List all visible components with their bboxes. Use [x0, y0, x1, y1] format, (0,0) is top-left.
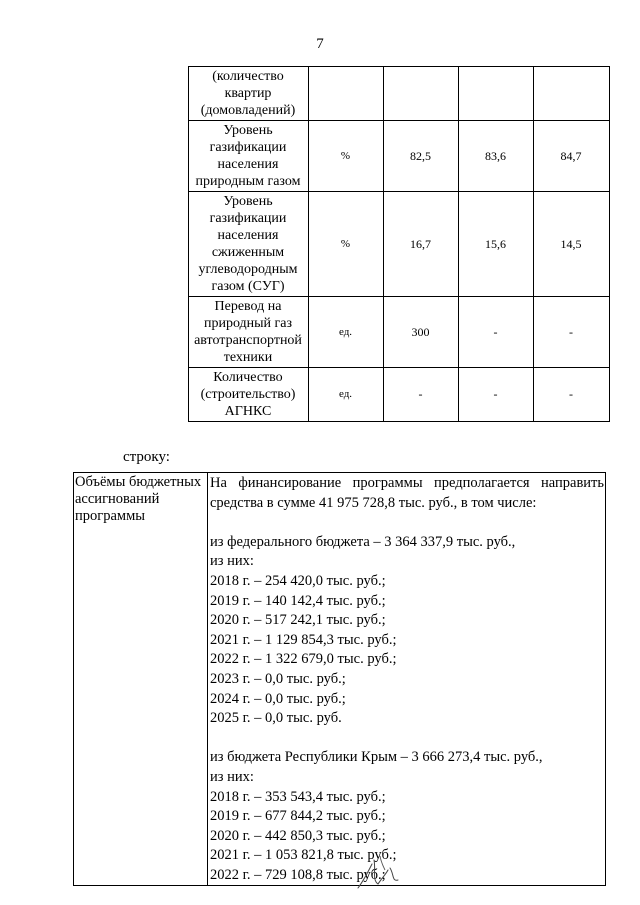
crimea-year-line: 2018 г. – 353 543,4 тыс. руб.; [210, 788, 386, 805]
federal-of-which: из них: [210, 553, 254, 570]
empty-cell [73, 121, 188, 192]
value-cell: - [383, 368, 458, 422]
indicator-name: Уровень газификации населения сжиженным углеводородным газом (СУГ) [188, 192, 308, 297]
table-row [73, 368, 609, 422]
caption-text: строку: [123, 449, 170, 465]
value-cell: 300 [383, 297, 458, 368]
value-cell: - [458, 297, 533, 368]
value-cell: 83,6 [458, 121, 533, 192]
value-cell [533, 67, 609, 121]
empty-cell [73, 67, 188, 121]
value-cell [383, 67, 458, 121]
signature-mark [350, 850, 410, 895]
empty-cell [73, 192, 188, 297]
indicator-name: (количество квартир (домовладений) [188, 67, 308, 121]
indicator-name: Уровень газификации населения природным газом [188, 121, 308, 192]
value-cell: 14,5 [533, 192, 609, 297]
value-cell: 82,5 [383, 121, 458, 192]
value-cell: - [458, 368, 533, 422]
value-cell: - [533, 368, 609, 422]
budget-label: Объёмы бюджетных ассигнований программы [74, 473, 208, 886]
federal-year-line: 2021 г. – 1 129 854,3 тыс. руб.; [210, 631, 397, 648]
federal-year-line: 2023 г. – 0,0 тыс. руб.; [210, 670, 346, 687]
table-row [74, 473, 606, 886]
value-cell: 16,7 [383, 192, 458, 297]
budget-intro: На финансирование программы предполагается направить средства в сумме 41 975 728,8 тыс. руб., в том числе: [210, 475, 604, 511]
crimea-budget-total: из бюджета Республики Крым – 3 666 273,4 тыс. руб., [210, 749, 543, 766]
unit-cell: ед. [308, 368, 383, 422]
table-row [73, 192, 609, 297]
value-cell [458, 67, 533, 121]
crimea-year-line: 2021 г. – 1 053 821,8 тыс. руб.; [210, 847, 397, 864]
crimea-of-which: из них: [210, 768, 254, 785]
spacer [210, 513, 604, 533]
federal-year-line: 2024 г. – 0,0 тыс. руб.; [210, 690, 346, 707]
indicator-name: Количество (строительство) АГНКС [188, 368, 308, 422]
spacer [210, 729, 604, 749]
crimea-year-line: 2022 г. – 729 108,8 тыс. руб.; [210, 866, 386, 883]
federal-year-line: 2018 г. – 254 420,0 тыс. руб.; [210, 572, 386, 589]
table-row [73, 121, 609, 192]
federal-year-line: 2020 г. – 517 242,1 тыс. руб.; [210, 612, 386, 629]
unit-cell: % [308, 192, 383, 297]
budget-table [73, 472, 606, 886]
crimea-year-line: 2020 г. – 442 850,3 тыс. руб.; [210, 827, 386, 844]
table-row [73, 67, 609, 121]
federal-budget-total: из федерального бюджета – 3 364 337,9 тыс. руб., [210, 533, 516, 550]
page-number: 7 [316, 36, 324, 52]
unit-cell [308, 67, 383, 121]
value-cell: 15,6 [458, 192, 533, 297]
empty-cell [73, 368, 188, 422]
crimea-year-line: 2019 г. – 677 844,2 тыс. руб.; [210, 808, 386, 825]
federal-year-line: 2019 г. – 140 142,4 тыс. руб.; [210, 592, 386, 609]
empty-cell [73, 297, 188, 368]
value-cell: 84,7 [533, 121, 609, 192]
unit-cell: ед. [308, 297, 383, 368]
value-cell: - [533, 297, 609, 368]
indicators-table [73, 66, 610, 422]
federal-year-line: 2025 г. – 0,0 тыс. руб. [210, 710, 342, 727]
table-row [73, 297, 609, 368]
budget-details [208, 473, 606, 886]
indicator-name: Перевод на природный газ автотранспортной техники [188, 297, 308, 368]
unit-cell: % [308, 121, 383, 192]
federal-year-line: 2022 г. – 1 322 679,0 тыс. руб.; [210, 651, 397, 668]
